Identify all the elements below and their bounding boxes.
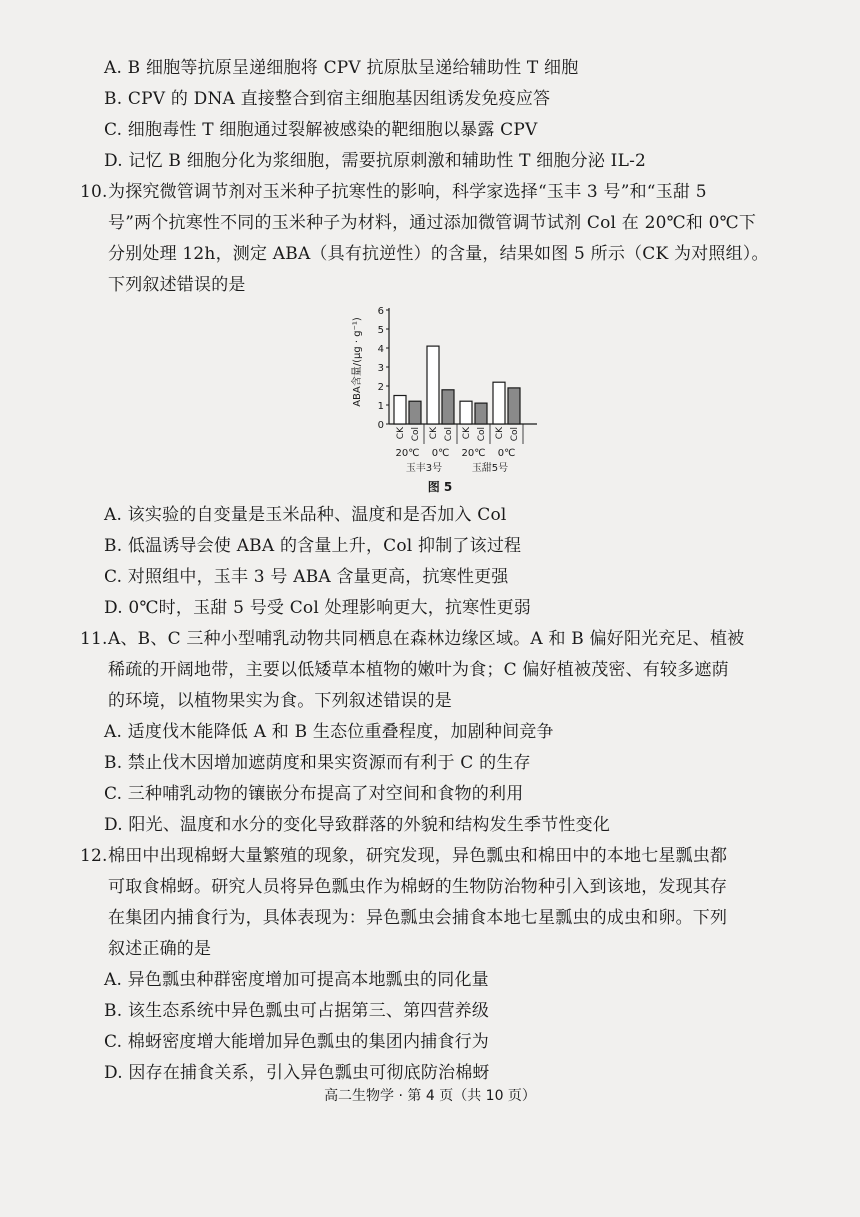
q10-stem-line-3: 分别处理 12h，测定 ABA（具有抗逆性）的含量，结果如图 5 所示（CK 为对照组）。 <box>108 244 769 264</box>
q9-option-a: A. B 细胞等抗原呈递细胞将 CPV 抗原肽呈递给辅助性 T 细胞 <box>104 58 579 78</box>
figure-5 <box>340 300 540 500</box>
bar-col <box>409 401 421 424</box>
bar-col <box>442 390 454 424</box>
q10-number: 10. <box>80 182 108 202</box>
bar-col <box>508 388 520 424</box>
q12-option-a: A. 异色瓢虫种群密度增加可提高本地瓢虫的同化量 <box>104 970 489 990</box>
temperature-label: 0℃ <box>431 448 450 459</box>
q10-option-a: A. 该实验的自变量是玉米品种、温度和是否加入 Col <box>104 505 507 525</box>
q12-option-d: D. 因存在捕食关系，引入异色瓢虫可彻底防治棉蚜 <box>104 1063 490 1083</box>
y-tick-label: 2 <box>377 382 384 393</box>
aba-bar-chart <box>340 300 540 478</box>
bar-ck <box>460 401 472 424</box>
temperature-label: 20℃ <box>461 448 486 459</box>
q11-option-c: C. 三种哺乳动物的镶嵌分布提高了对空间和食物的利用 <box>104 784 524 804</box>
q9-option-d: D. 记忆 B 细胞分化为浆细胞，需要抗原刺激和辅助性 T 细胞分泌 IL-2 <box>104 151 647 171</box>
q12-stem-line-3: 在集团内捕食行为，具体表现为：异色瓢虫会捕食本地七星瓢虫的成虫和卵。下列 <box>108 908 728 928</box>
q11-number: 11. <box>80 629 108 649</box>
q11-option-a: A. 适度伐木能降低 A 和 B 生态位重叠程度，加剧种间竞争 <box>104 722 554 742</box>
x-bar-label: CK <box>396 427 406 440</box>
x-bar-label: CK <box>495 427 505 440</box>
q11-option-d: D. 阳光、温度和水分的变化导致群落的外貌和结构发生季节性变化 <box>104 815 611 835</box>
q9-option-b: B. CPV 的 DNA 直接整合到宿主细胞基因组诱发免疫应答 <box>104 89 551 109</box>
y-tick-label: 3 <box>377 363 384 374</box>
y-tick-label: 1 <box>377 401 384 412</box>
y-tick-label: 5 <box>377 325 384 336</box>
bar-col <box>475 403 487 424</box>
q12-stem-line-1: 12.棉田中出现棉蚜大量繁殖的现象，研究发现，异色瓢虫和棉田中的本地七星瓢虫都 <box>80 846 728 866</box>
x-bar-label: Col <box>510 427 520 442</box>
bar-ck <box>394 396 406 425</box>
q10-option-c: C. 对照组中，玉丰 3 号 ABA 含量更高，抗寒性更强 <box>104 567 509 587</box>
x-bar-label: Col <box>411 427 421 442</box>
q12-option-b: B. 该生态系统中异色瓢虫可占据第三、第四营养级 <box>104 1001 490 1021</box>
q10-option-d: D. 0℃时，玉甜 5 号受 Col 处理影响更大，抗寒性更弱 <box>104 598 531 618</box>
temperature-label: 0℃ <box>497 448 516 459</box>
q11-option-b: B. 禁止伐木因增加遮荫度和果实资源而有利于 C 的生存 <box>104 753 531 773</box>
q12-option-c: C. 棉蚜密度增大能增加异色瓢虫的集团内捕食行为 <box>104 1032 490 1052</box>
x-bar-label: Col <box>444 427 454 442</box>
q11-stem-line-1: 11.A、B、C 三种小型哺乳动物共同栖息在森林边缘区域。A 和 B 偏好阳光充足、植被 <box>80 629 745 649</box>
q10-stem-line-4: 下列叙述错误的是 <box>108 275 246 295</box>
q10-stem-line-2: 号”两个抗寒性不同的玉米种子为材料，通过添加微管调节试剂 Col 在 20℃和 0℃下 <box>108 213 757 233</box>
temperature-label: 20℃ <box>395 448 420 459</box>
q11-stem-line-2: 稀疏的开阔地带，主要以低矮草本植物的嫩叶为食；C 偏好植被茂密、有较多遮荫 <box>108 660 729 680</box>
q11-stem-line-3: 的环境，以植物果实为食。下列叙述错误的是 <box>108 691 452 711</box>
x-bar-label: Col <box>477 427 487 442</box>
q12-number: 12. <box>80 846 108 866</box>
q10-stem-line-1: 10.为探究微管调节剂对玉米种子抗寒性的影响，科学家选择“玉丰 3 号”和“玉甜 5 <box>80 182 707 202</box>
y-tick-label: 4 <box>377 344 384 355</box>
figure-caption: 图 5 <box>427 480 453 494</box>
variety-label: 玉丰3号 <box>405 463 443 474</box>
x-bar-label: CK <box>429 427 439 440</box>
x-bar-label: CK <box>462 427 472 440</box>
bar-ck <box>427 346 439 424</box>
bar-ck <box>493 382 505 424</box>
y-axis-label: ABA含量/(μg · g⁻¹) <box>352 317 363 407</box>
q10-option-b: B. 低温诱导会使 ABA 的含量上升，Col 抑制了该过程 <box>104 536 522 556</box>
variety-label: 玉甜5号 <box>471 463 509 474</box>
y-tick-label: 0 <box>377 420 384 431</box>
q12-stem-line-2: 可取食棉蚜。研究人员将异色瓢虫作为棉蚜的生物防治物种引入到该地，发现其存 <box>108 877 728 897</box>
y-tick-label: 6 <box>377 306 384 317</box>
q12-stem-line-4: 叙述正确的是 <box>108 939 212 959</box>
q9-option-c: C. 细胞毒性 T 细胞通过裂解被感染的靶细胞以暴露 CPV <box>104 120 538 140</box>
page-footer: 高二生物学 · 第 4 页（共 10 页） <box>324 1088 536 1104</box>
